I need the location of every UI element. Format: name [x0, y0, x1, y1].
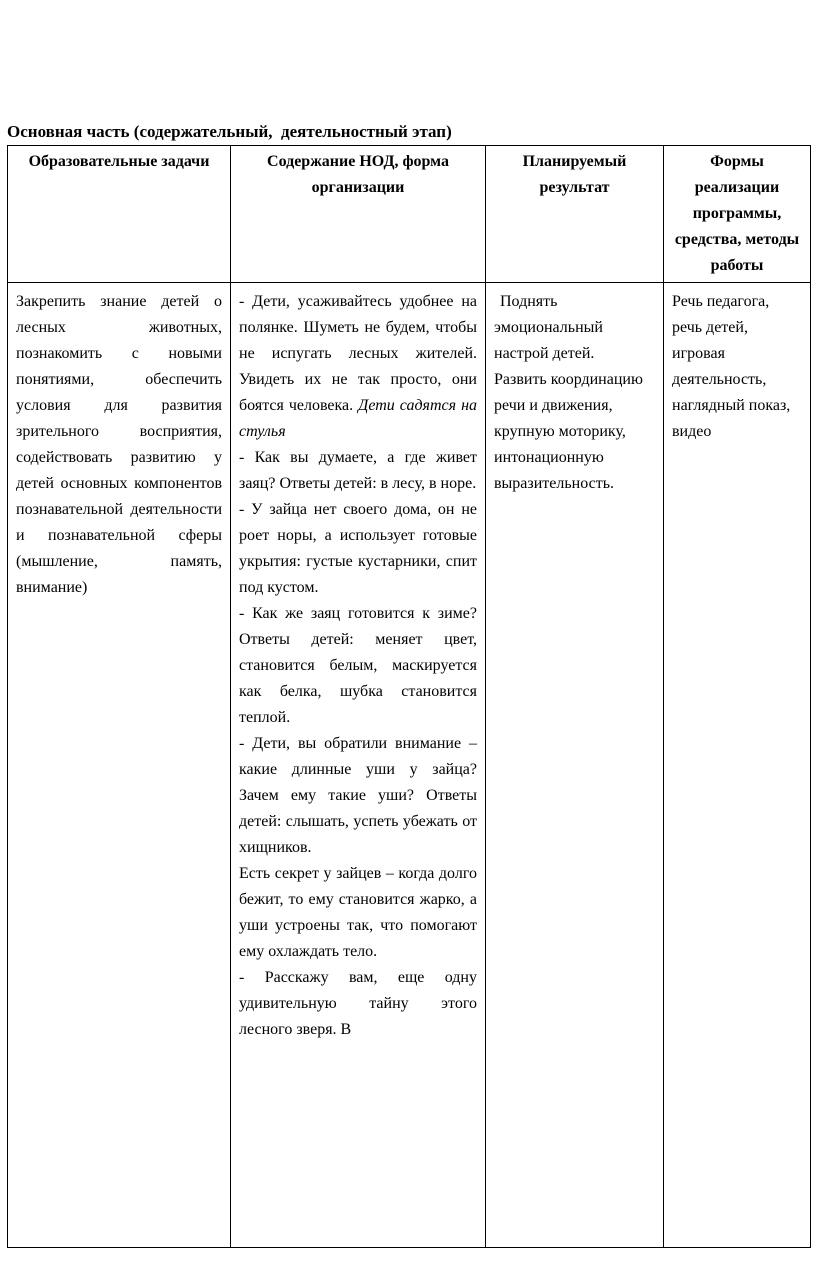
stage-direction-text: Дети садятся на стулья	[239, 397, 478, 440]
content-paragraph	[239, 731, 477, 861]
dialogue-text: - Как же заяц готовится к зиме? Ответы детей: меняет цвет, становится белым, маскируется как белка, шубка становится теплой.	[239, 605, 477, 726]
header-educational-tasks: Образовательные задачи	[8, 146, 231, 283]
cell-educational-tasks: Закрепить знание детей о лесных животных, познакомить с новыми понятиями, обеспечить условия для развития зрительного восприятия, содействовать развитию у детей основных компонентов познавательной деятельности и познавательной сферы (мышление, память, внимание)	[8, 283, 231, 1248]
dialogue-text: - Как вы думаете, а где живет заяц? Ответы детей: в лесу, в норе.	[239, 449, 477, 492]
header-program-forms: Формы реализации программы, средства, методы работы	[664, 146, 811, 283]
content-paragraph	[239, 445, 477, 497]
result-paragraph: Развить координацию речи и движения, крупную моторику, интонационную выразительность.	[494, 371, 643, 492]
dialogue-text: - Дети, усаживайтесь удобнее на полянке. Шуметь не будем, чтобы не испугать лесных жителей. Увидеть их не так просто, они боятся человека.	[239, 293, 477, 414]
content-paragraph	[239, 861, 477, 965]
result-paragraph: Поднять эмоциональный настрой детей.	[494, 293, 603, 362]
dialogue-text: - Расскажу вам, еще одну удивительную тайну этого лесного зверя. В	[239, 969, 477, 1038]
content-paragraph	[239, 965, 477, 1043]
dialogue-text: Есть секрет у зайцев – когда долго бежит, то ему становится жарко, а уши устроены так, что помогают ему охлаждать тело.	[239, 865, 477, 960]
section-title: Основная часть (содержательный, деятельностный этап)	[7, 122, 452, 141]
dialogue-text: - Дети, вы обратили внимание – какие длинные уши у зайца? Зачем ему такие уши? Ответы детей: слышать, успеть убежать от хищников.	[239, 735, 477, 856]
cell-program-forms: Речь педагога, речь детей, игровая деятельность, наглядный показ, видео	[664, 283, 811, 1248]
header-planned-result: Планируемый результат	[486, 146, 664, 283]
header-nod-content: Содержание НОД, форма организации	[231, 146, 486, 283]
cell-planned-result	[486, 283, 664, 1248]
content-paragraph	[239, 601, 477, 731]
dialogue-text: - У зайца нет своего дома, он не роет норы, а использует готовые укрытия: густые кустарники, спит под кустом.	[239, 501, 477, 596]
lesson-plan-table	[7, 145, 811, 1248]
content-paragraph	[239, 497, 477, 601]
content-paragraph	[239, 289, 477, 445]
table-row	[8, 283, 811, 1248]
cell-nod-content	[231, 283, 486, 1248]
table-header-row	[8, 146, 811, 283]
